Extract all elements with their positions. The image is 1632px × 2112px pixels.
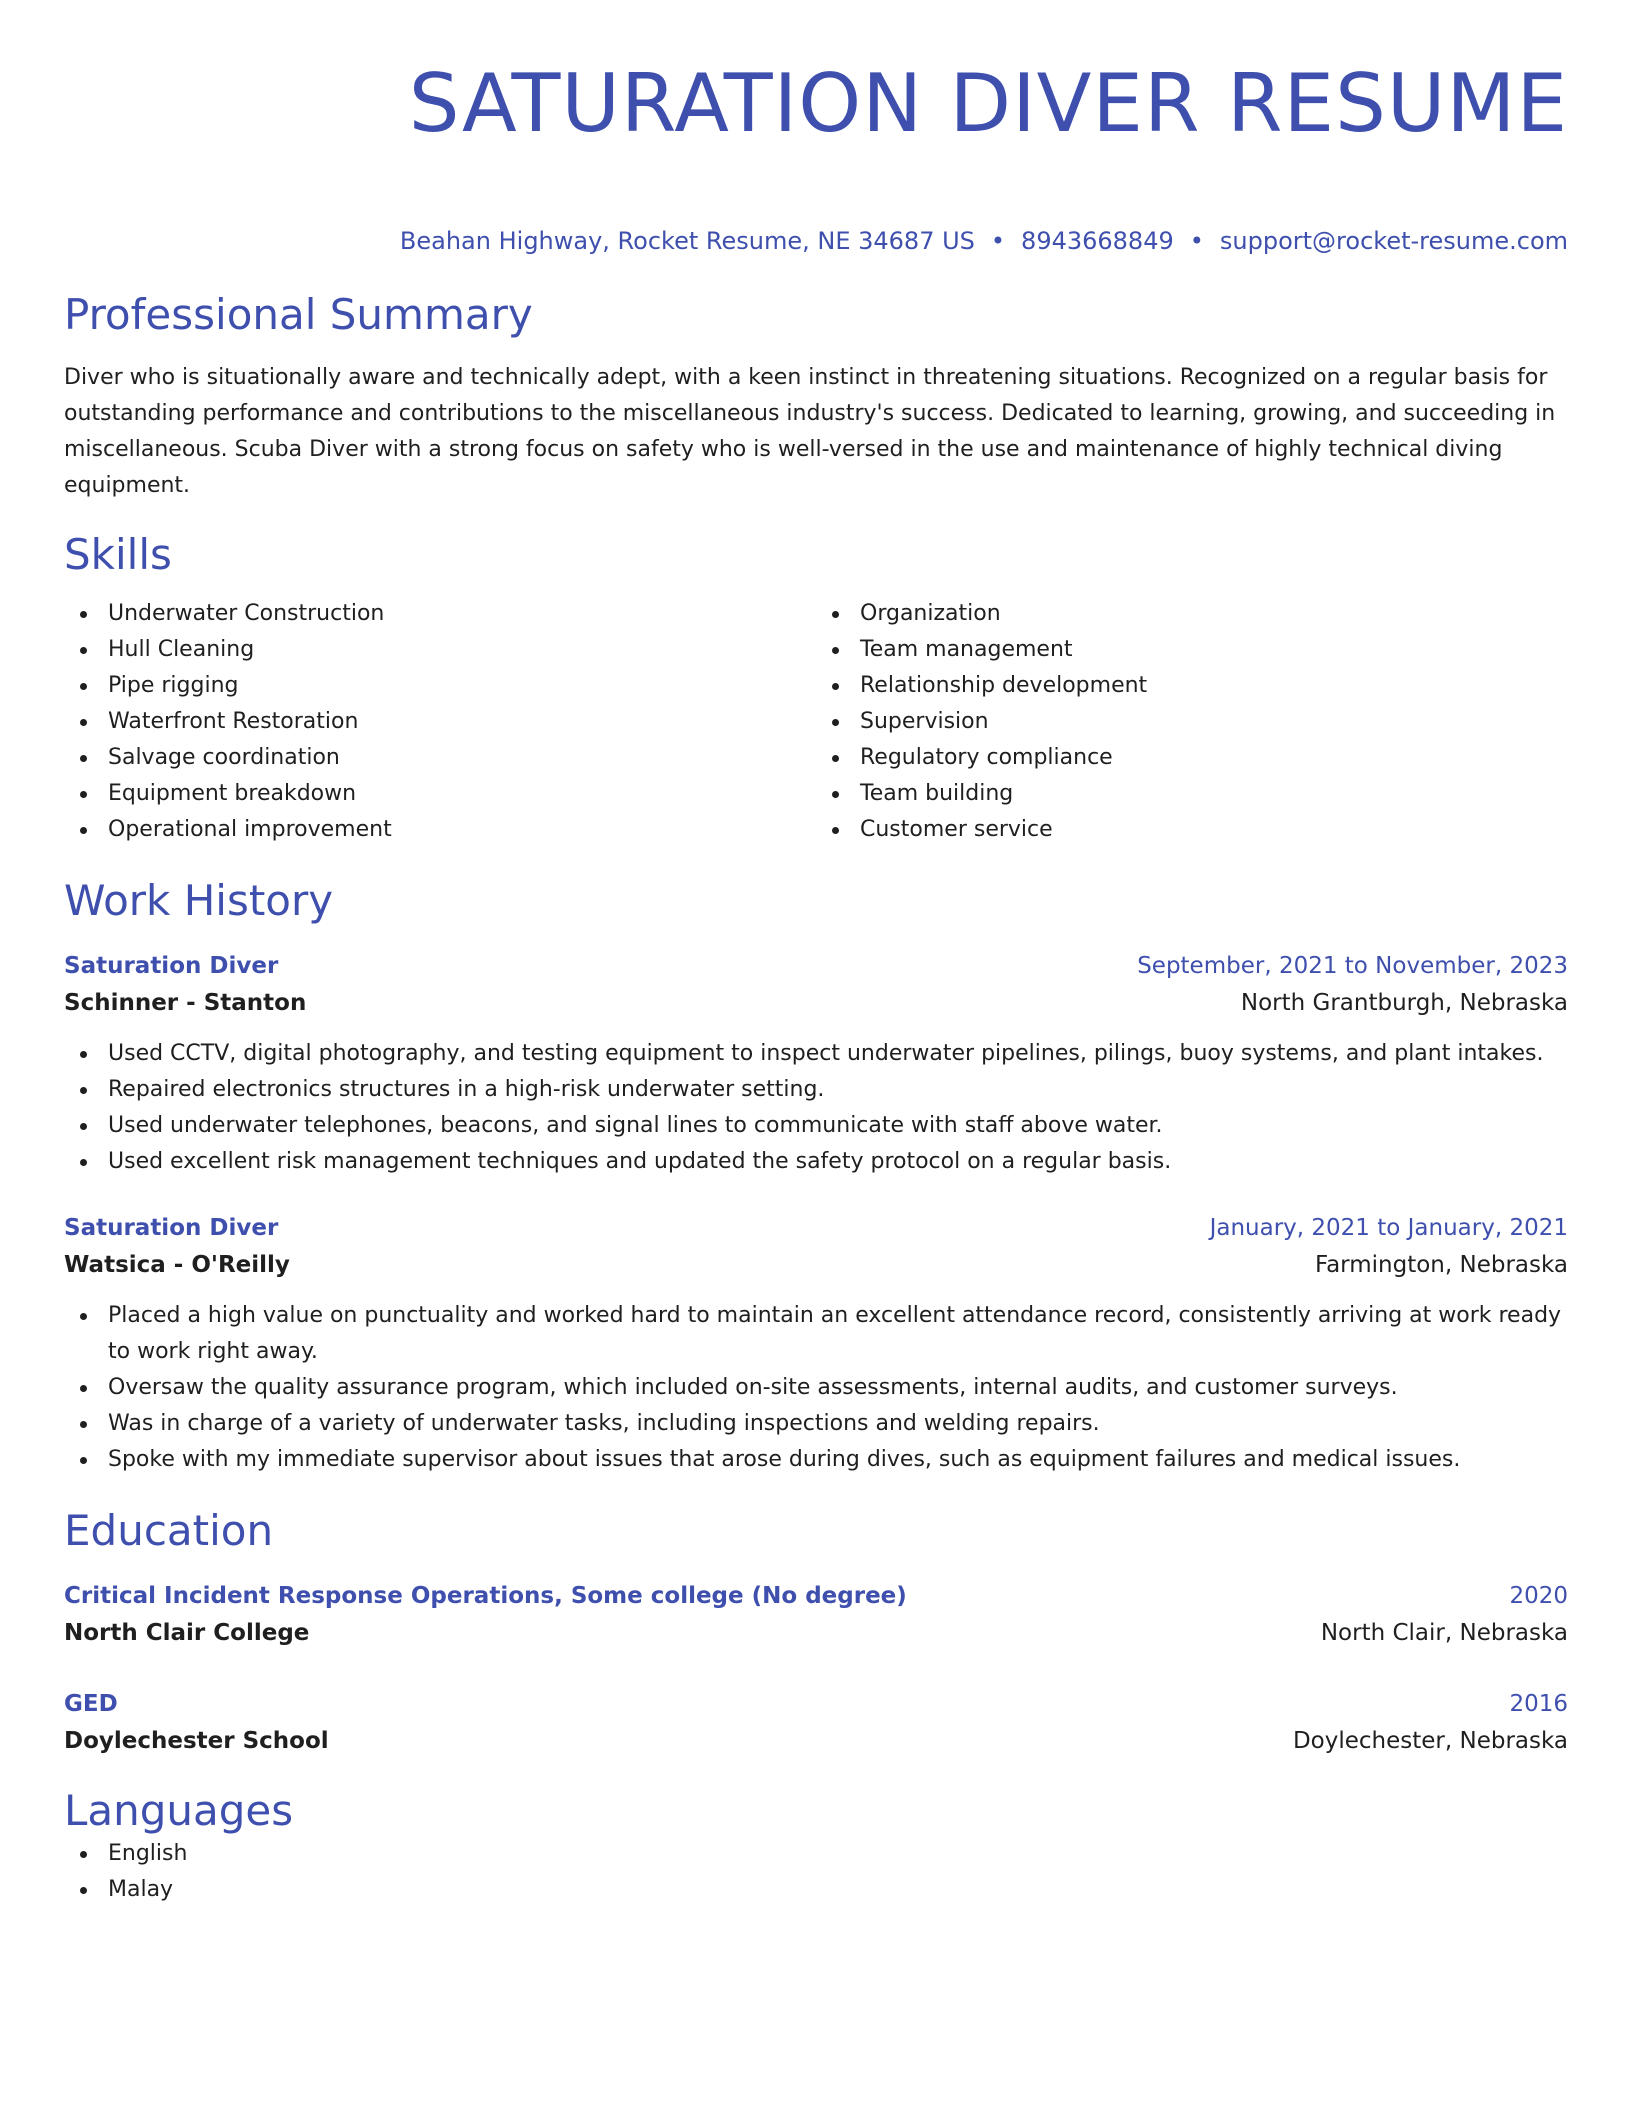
section-heading-skills: Skills (64, 530, 172, 579)
contact-address: Beahan Highway, Rocket Resume, NE 34687 US (399, 227, 975, 255)
work-entry (64, 948, 1568, 1180)
job-title: Saturation Diver (64, 953, 279, 979)
skill-item: Hull Cleaning (64, 632, 816, 668)
skill-item: Equipment breakdown (64, 776, 816, 812)
work-entry-header (64, 948, 1568, 984)
job-location: North Grantburgh, Nebraska (1240, 990, 1568, 1016)
skill-item: Team management (816, 632, 1568, 668)
section-heading-summary: Professional Summary (64, 290, 533, 339)
language-item: Malay (64, 1872, 1568, 1908)
skill-item: Pipe rigging (64, 668, 816, 704)
skill-item: Organization (816, 596, 1568, 632)
language-item: English (64, 1836, 1568, 1872)
job-duty-item: Spoke with my immediate supervisor about issues that arose during dives, such as equipment failures and medical issues. (64, 1442, 1568, 1478)
section-heading-languages: Languages (64, 1786, 294, 1835)
skill-item: Customer service (816, 812, 1568, 848)
skill-item: Supervision (816, 704, 1568, 740)
work-entry (64, 1210, 1568, 1478)
skill-item: Waterfront Restoration (64, 704, 816, 740)
job-duty-item: Placed a high value on punctuality and worked hard to maintain an excellent attendance record, consistently arriving at work ready to work right away. (64, 1298, 1568, 1370)
skills-list-left (64, 596, 816, 848)
degree-name: GED (64, 1691, 118, 1717)
education-year: 2016 (1509, 1691, 1568, 1717)
education-entry-subheader (64, 1614, 1568, 1652)
skill-item: Relationship development (816, 668, 1568, 704)
school-location: North Clair, Nebraska (1320, 1620, 1568, 1646)
school-location: Doylechester, Nebraska (1292, 1728, 1568, 1754)
skill-item: Operational improvement (64, 812, 816, 848)
languages-list (64, 1836, 1568, 1908)
contact-email[interactable]: support@rocket-resume.com (1219, 227, 1568, 255)
section-heading-work-history: Work History (64, 876, 334, 925)
company-name: Schinner - Stanton (64, 990, 307, 1016)
contact-separator: • (1189, 227, 1204, 255)
job-duty-item: Repaired electronics structures in a high-risk underwater setting. (64, 1072, 1568, 1108)
work-entry-subheader (64, 984, 1568, 1022)
job-title: Saturation Diver (64, 1215, 279, 1241)
job-duty-item: Used excellent risk management techniques and updated the safety protocol on a regular basis. (64, 1144, 1568, 1180)
education-entry (64, 1578, 1568, 1652)
company-name: Watsica - O'Reilly (64, 1252, 290, 1278)
job-duty-item: Used CCTV, digital photography, and testing equipment to inspect underwater pipelines, pilings, buoy systems, and plant intakes. (64, 1036, 1568, 1072)
contact-phone: 8943668849 (1021, 227, 1174, 255)
skill-item: Team building (816, 776, 1568, 812)
job-location: Farmington, Nebraska (1314, 1252, 1568, 1278)
education-entry-header (64, 1578, 1568, 1614)
school-name: North Clair College (64, 1620, 310, 1646)
work-entry-subheader (64, 1246, 1568, 1284)
skills-list-right (816, 596, 1568, 848)
job-duty-item: Was in charge of a variety of underwater tasks, including inspections and welding repairs. (64, 1406, 1568, 1442)
skill-item: Underwater Construction (64, 596, 816, 632)
contact-line (64, 226, 1568, 256)
skill-item: Regulatory compliance (816, 740, 1568, 776)
job-dates: September, 2021 to November, 2023 (1137, 953, 1568, 979)
job-duties-list (64, 1036, 1568, 1180)
work-entry-header (64, 1210, 1568, 1246)
skill-item: Salvage coordination (64, 740, 816, 776)
degree-name: Critical Incident Response Operations, Some college (No degree) (64, 1583, 907, 1609)
job-duties-list (64, 1298, 1568, 1478)
education-year: 2020 (1509, 1583, 1568, 1609)
summary-text: Diver who is situationally aware and technically adept, with a keen instinct in threatening situations. Recognized on a regular basis for outstanding performance and contributions to the miscellaneous industry's success. Dedicated to learning, growing, and succeeding in miscellaneous. Scuba Diver with a strong focus on safety who is well-versed in the use and maintenance of highly technical diving equipment. (64, 365, 1556, 498)
resume-title: SATURATION DIVER RESUME (408, 57, 1568, 150)
job-duty-item: Used underwater telephones, beacons, and signal lines to communicate with staff above water. (64, 1108, 1568, 1144)
skills-grid (64, 596, 1568, 848)
contact-separator: • (990, 227, 1006, 255)
education-entry-subheader (64, 1722, 1568, 1760)
school-name: Doylechester School (64, 1728, 329, 1754)
section-heading-education: Education (64, 1506, 274, 1555)
education-entry (64, 1686, 1568, 1760)
education-entry-header (64, 1686, 1568, 1722)
job-dates: January, 2021 to January, 2021 (1209, 1215, 1568, 1241)
job-duty-item: Oversaw the quality assurance program, which included on-site assessments, internal audits, and customer surveys. (64, 1370, 1568, 1406)
